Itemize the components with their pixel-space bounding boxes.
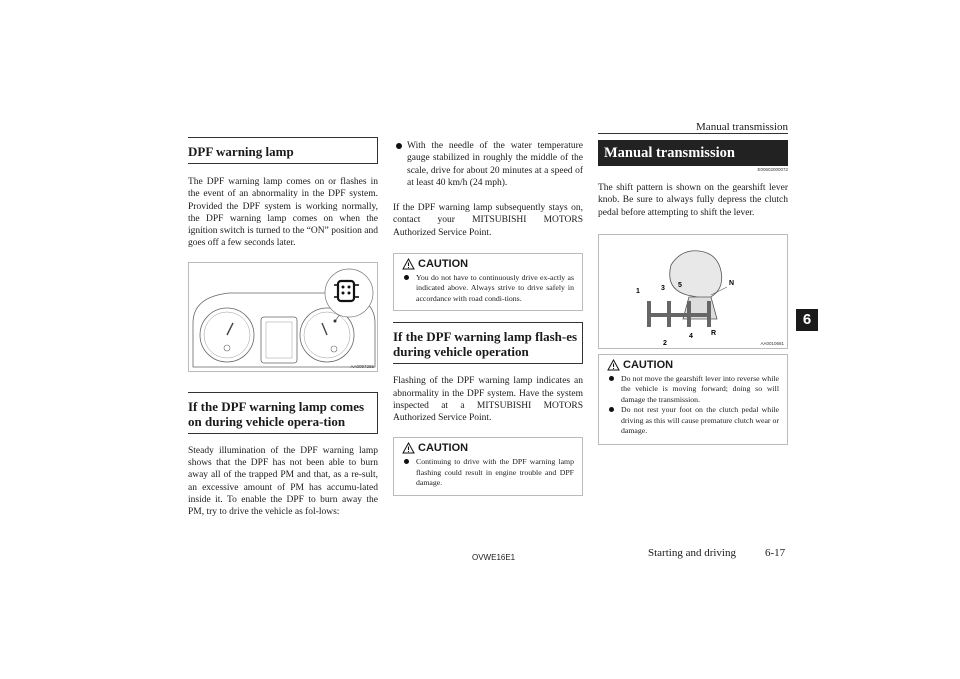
- caution-box: [598, 354, 788, 445]
- section-title-dpf-warning-lamp: DPF warning lamp: [188, 137, 378, 164]
- gear-label-r: R: [711, 329, 717, 337]
- gear-label-2: 2: [663, 339, 667, 347]
- paragraph-dpf-intro: The DPF warning lamp comes on or flashes in the event of an abnormality in the DPF system. Provided the DPF system is working normally, the DPF warning lamp comes on when the ignition switch is turned to the “ON” position and goes off a few seconds later.: [188, 177, 378, 249]
- list-item: [402, 457, 574, 488]
- caution-text: Continuing to drive with the DPF warning lamp flashing could result in engine trouble and DPF damage.: [416, 457, 574, 488]
- running-header: Manual transmission: [696, 121, 788, 133]
- footer-section: Starting and driving: [648, 547, 736, 559]
- paragraph-shift-pattern: The shift pattern is shown on the gearshift lever knob. Be sure to always fully depress the clutch pedal before attempting to shift the lever.: [598, 183, 788, 218]
- warning-triangle-icon: [402, 442, 415, 454]
- paragraph-dpf-comes-on: Steady illumination of the DPF warning lamp shows that the DPF has not been able to burn away all of the trapped PM and that, as a re-sult, an excessive amount of PM has accumu-lated inside it. To enable the DPF to burn away the PM, try to drive the vehicle as fol-lows:: [188, 445, 378, 518]
- warning-triangle-icon: [402, 258, 415, 270]
- caution-box: [393, 253, 583, 311]
- gear-label-4: 4: [689, 332, 693, 340]
- footer-code: OVWE16E1: [472, 553, 516, 562]
- gear-label-5: 5: [678, 281, 682, 289]
- column-3: [598, 140, 788, 445]
- drive-instruction-list: [393, 140, 583, 189]
- gear-label-3: 3: [661, 284, 665, 292]
- caution-header: [607, 359, 779, 371]
- section-code: E00602000072: [757, 167, 788, 172]
- list-item: [393, 140, 583, 189]
- bullet-text: With the needle of the water temperature gauge stabilized in roughly the middle of the scale, drive for about 20 minutes at a speed of at least 40 km/h (24 mph).: [407, 141, 583, 188]
- instrument-cluster-illustration: [189, 263, 379, 371]
- caution-header: [402, 442, 574, 454]
- caution-title: CAUTION: [623, 358, 674, 371]
- caution-title: CAUTION: [418, 258, 469, 271]
- gearshift-knob-figure: [598, 234, 788, 349]
- caution-header: [402, 258, 574, 270]
- list-item: [607, 405, 779, 436]
- header-rule: [598, 133, 788, 134]
- gear-label-n: N: [729, 279, 735, 287]
- column-2: [393, 140, 583, 496]
- paragraph-dpf-flashes: Flashing of the DPF warning lamp indicates an abnormality in the DPF system. Have the system inspected at a MITSUBISHI MOTORS Authorized Service Point.: [393, 376, 583, 424]
- paragraph-contact-service: If the DPF warning lamp subsequently stays on, contact your MITSUBISHI MOTORS Authorized Service Point.: [393, 203, 583, 238]
- caution-text: Do not move the gearshift lever into reverse while the vehicle is moving forward; doing so will damage the transmission.: [621, 373, 779, 404]
- column-1: [188, 137, 378, 519]
- section-title-manual-transmission: Manual transmission: [598, 140, 788, 166]
- figure-code: AA0097265: [350, 363, 374, 369]
- chapter-tab: 6: [796, 309, 818, 331]
- caution-text: Do not rest your foot on the clutch pedal while driving as this will cause premature clutch wear or damage.: [621, 405, 779, 435]
- instrument-cluster-figure: [188, 262, 378, 372]
- section-title-dpf-comes-on: If the DPF warning lamp comes on during vehicle opera-tion: [188, 392, 378, 434]
- gear-label-1: 1: [636, 287, 640, 295]
- figure-code: AA0010681: [760, 340, 784, 346]
- caution-title: CAUTION: [418, 442, 469, 455]
- caution-box: [393, 437, 583, 495]
- section-title-dpf-flashes: If the DPF warning lamp flash-es during vehicle operation: [393, 322, 583, 364]
- gearshift-knob-illustration: [599, 235, 787, 348]
- caution-text: You do not have to continuously drive ex-actly as indicated above. Always strive to drive safely in accordance with road condi-tions.: [416, 273, 574, 303]
- warning-triangle-icon: [607, 359, 620, 371]
- list-item: [402, 273, 574, 304]
- page-number: 6-17: [765, 547, 786, 559]
- list-item: [607, 374, 779, 405]
